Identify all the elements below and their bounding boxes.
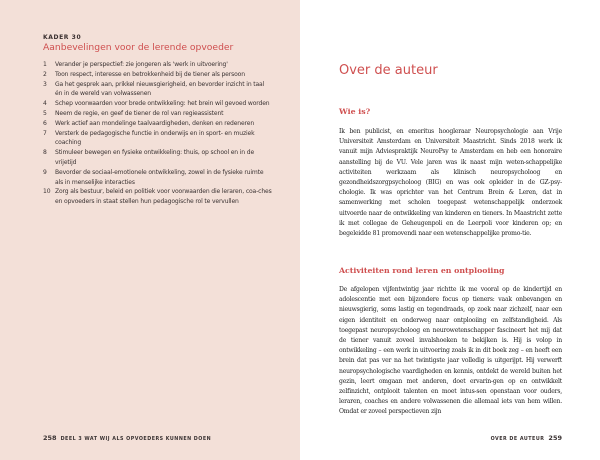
item-text: Werk actief aan mondelinge taalvaardigheden, denken en redeneren (55, 119, 255, 127)
list-item (43, 187, 273, 207)
list-item (43, 129, 273, 149)
right-page-footer (491, 425, 562, 444)
item-number: 6 (43, 119, 47, 127)
list-item (43, 80, 273, 100)
item-text: Bevorder de sociaal-emotionele ontwikkeling, zowel in de fysieke ruimte als in menselijke interacties (55, 168, 264, 186)
item-text: Versterk de pedagogische functie in onderwijs en in sport- en muziek coaching (55, 129, 255, 147)
item-number: 5 (43, 109, 47, 117)
item-number: 4 (43, 100, 47, 108)
item-number: 8 (43, 149, 47, 157)
running-head: OVER DE AUTEUR (490, 437, 545, 442)
list-item (43, 60, 273, 70)
item-number: 9 (43, 168, 47, 176)
section-body: Ik ben publicist, en emeritus hoogleraar Neuropsychologie aan Vrije Universiteit Amsterdam en Universiteit Maastricht. Sinds 2018 werk ik vanuit mijn Adviespraktijk NeuroPsy te Amsterdam en heb een honoraire aanstelling bij de VU. Vele jaren was ik naast mijn weten-schappelijke activiteiten werkzaam als klinisch neuropsycholoog en gezondheidszorgpsycholoog (BIG) en was ook opleider in de GZ-psy-chologie. Ik was oprichter van het Centrum Brein & Leren, dat in samenwerking met scholen toegepast wetenschappelijk onderzoek uitvoerde naar de ontwikkeling van kinderen en tieners. In Maastricht zette ik met collegae de Geheugenpoli en de Leerpoli voor kinderen op; en begeleidde 81 promovendi naar een wetenschappelijke promo-tie. (339, 128, 562, 238)
item-text: Neem de regie, en geef de tiener de rol van regieassistent (55, 109, 224, 117)
page-number: 258 (43, 434, 57, 442)
list-item (43, 119, 273, 129)
item-number: 3 (43, 80, 47, 88)
recommendations-list (43, 60, 273, 207)
item-text: Schep voorwaarden voor brede ontwikkeling: het brein wil gevoed worden (55, 100, 270, 108)
page-number: 259 (548, 434, 562, 442)
box-label: KADER 30 (43, 34, 82, 41)
item-number: 2 (43, 70, 47, 78)
list-item (43, 99, 273, 109)
list-item (43, 109, 273, 119)
chapter-title: Over de auteur (339, 63, 438, 78)
item-text: Ga het gesprek aan, prikkel nieuwsgierigheid, en bevorder inzicht in taal én in de wereld van volwassenen (55, 80, 265, 98)
section-heading: Wie is? (339, 107, 371, 116)
item-text: Stimuleer bewegen en fysieke ontwikkeling: thuis, op school en in de vrijetijd (55, 149, 255, 166)
section-heading: Activiteiten rond leren en ontplooiing (339, 266, 505, 275)
running-head: DEEL 3 WAT WIJ ALS OPVOEDERS KUNNEN DOEN (60, 437, 212, 442)
item-number: 7 (43, 129, 47, 137)
list-item (43, 168, 273, 188)
list-item (43, 70, 273, 80)
item-number: 1 (43, 61, 47, 68)
item-text: Zorg als bestuur, beleid en politiek voor voorwaarden die leraren, coa-ches en opvoeders in staat stellen hun pedagogische rol te vervullen (55, 188, 272, 206)
left-page-footer (43, 425, 211, 444)
item-text: Verander je perspectief: zie jongeren als 'werk in uitvoering' (55, 61, 228, 68)
item-number: 10 (43, 188, 51, 196)
list-item (43, 148, 273, 168)
item-text: Toon respect, interesse en betrokkenheid bij de tiener als persoon (55, 70, 245, 78)
box-title: Aanbevelingen voor de lerende opvoeder (43, 42, 234, 53)
section-body: De afgelopen vijfentwintig jaar richtte ik me vooral op de kindertijd en adolescentie met een bijzondere focus op tieners: vaak onbevangen en nieuwsgierig, soms lastig en tegendraads, op zoek naar zichzelf, naar een eigen identiteit en onderweg naar ontplooiing en zelfstandigheid. Als toegepast neuropsycholoog en neurowetenschapper fascineert het mij dat de tiener vanuit zoveel invalshoeken te bekijken is. Hij is volop in ontwikkeling – een werk in uitvoering zoals ik in dit boek zeg – en heeft een brein dat pas ver na het twintigste jaar volledig is uitgerijpt. Hij verwerft neuropsychologische vaardigheden en kennis, ontdekt de wereld buiten het gezin, leert omgaan met anderen, doet ervarin-gen op en ontwikkelt zelfinzicht, ontplooit talenten en moet intus-sen openstaan voor ouders, leraren, coaches en andere volwassenen die allemaal iets van hem willen. Omdat er zoveel perspectieven zijn (339, 286, 562, 416)
